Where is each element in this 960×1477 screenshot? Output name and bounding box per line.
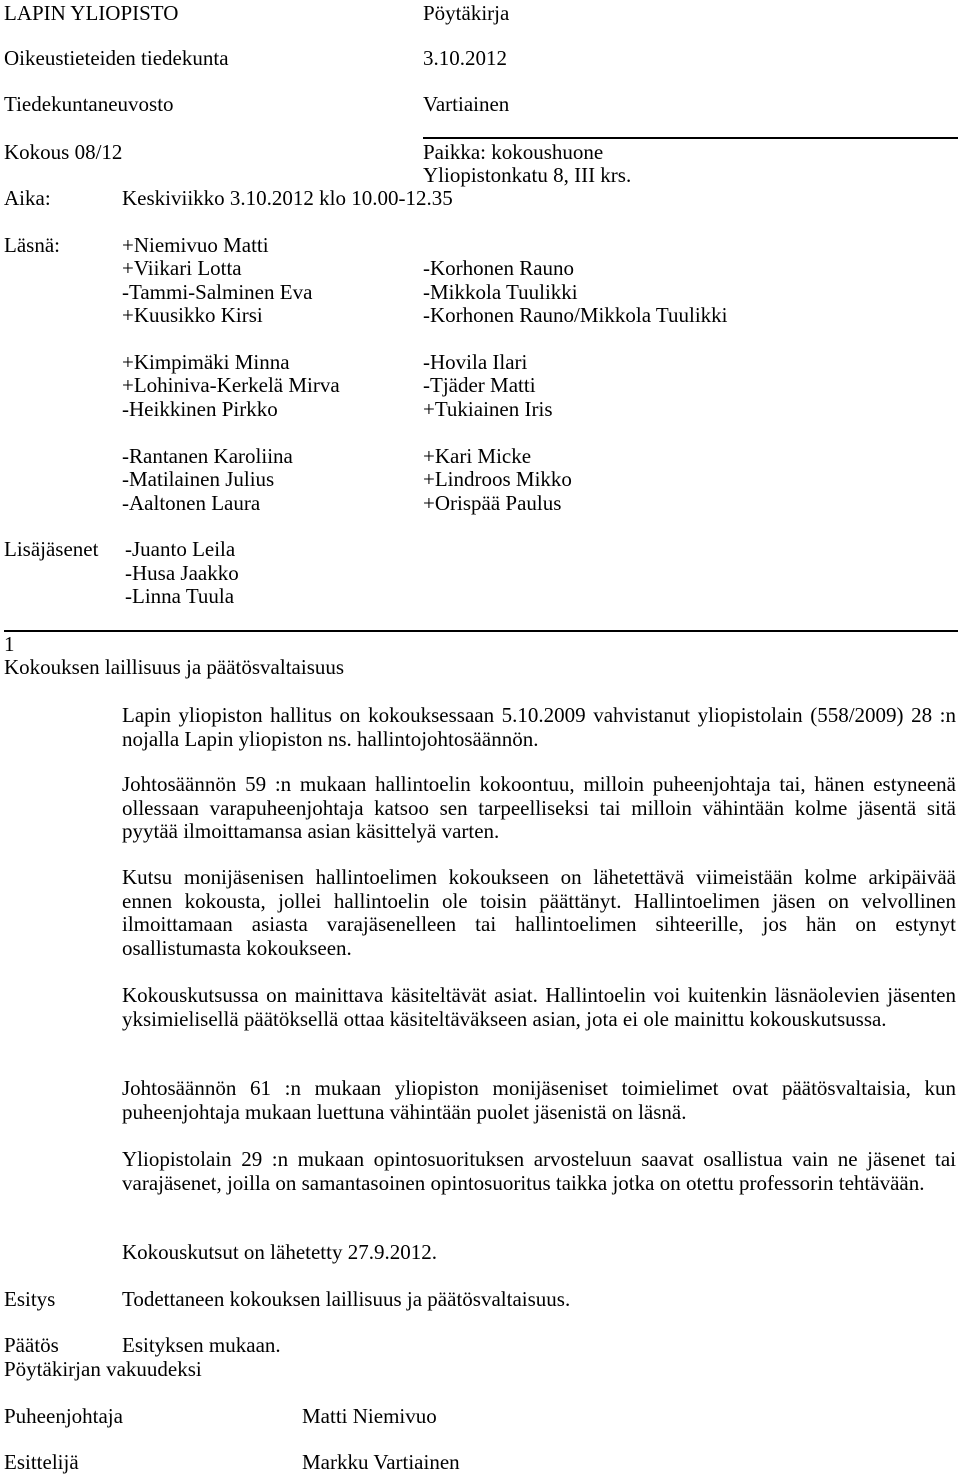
meeting-place-line1: Paikka: kokoushuone (423, 140, 604, 164)
secretary-name: Vartiainen (423, 92, 510, 116)
faculty-name: Oikeustieteiden tiedekunta (4, 46, 229, 70)
attendee: -Korhonen Rauno/Mikkola Tuulikki (423, 303, 728, 327)
extra-member: -Juanto Leila (125, 537, 236, 561)
attendee: -Aaltonen Laura (122, 491, 261, 515)
document-type: Pöytäkirja (423, 1, 510, 25)
attendee: +Niemivuo Matti (122, 233, 269, 257)
document-date: 3.10.2012 (423, 46, 507, 70)
body-paragraph: Lapin yliopiston hallitus on kokouksessaan 5.10.2009 vahvistanut yliopistolain (558/2009) 28 :n nojalla Lapin yliopiston ns. hallintojohtosäännön. (122, 703, 956, 751)
attendee: +Kimpimäki Minna (122, 350, 290, 374)
attendance-label: Läsnä: (4, 233, 60, 257)
body-paragraph: Johtosäännön 61 :n mukaan yliopiston monijäseniset toimielimet ovat päätösvaltaisia, kun puheenjohtaja mukaan luettuna vähintään puolet jäsenistä on läsnä. (122, 1076, 956, 1124)
proposal-text: Todettaneen kokouksen laillisuus ja päätösvaltaisuus. (122, 1287, 571, 1311)
chair-name: Matti Niemivuo (302, 1404, 437, 1428)
body-paragraph: Kokouskutsussa on mainittava käsiteltävät asiat. Hallintoelin voi kuitenkin läsnäolevien jäsenten yksimielisellä päätöksellä ottaa käsiteltäväkseen asian, jota ei ole mainittu kokouskutsussa. (122, 983, 956, 1031)
verification-text: Pöytäkirjan vakuudeksi (4, 1357, 202, 1381)
attendee: -Tammi-Salminen Eva (122, 280, 313, 304)
attendee: +Lohiniva-Kerkelä Mirva (122, 373, 340, 397)
attendee: -Korhonen Rauno (423, 256, 575, 280)
attendee: -Tjäder Matti (423, 373, 536, 397)
meeting-time-value: Keskiviikko 3.10.2012 klo 10.00-12.35 (122, 186, 453, 210)
attendee: +Viikari Lotta (122, 256, 242, 280)
attendee: +Tukiainen Iris (423, 397, 553, 421)
attendee: +Orispää Paulus (423, 491, 562, 515)
council-name: Tiedekuntaneuvosto (4, 92, 174, 116)
body-paragraph: Kutsu monijäsenisen hallintoelimen kokoukseen on lähetettävä viimeistään kolme arkipäivää ennen kokousta, jollei hallintoelin ole toisin päättänyt. Hallintoelimen jäsen on velvollinen ilmoittamaan asiasta varajäsenelleen tai hallintoelimen sihteerille, jos hän on estynyt osallistumasta kokoukseen. (122, 865, 956, 960)
body-paragraph: Johtosäännön 59 :n mukaan hallintoelin kokoontuu, milloin puheenjohtaja tai, hänen estyneenä ollessaan varapuheenjohtaja katsoo sen tarpeelliseksi tai milloin vähintään kolme jäsentä sitä pyytää ilmoittamansa asian käsittelyä varten. (122, 772, 956, 843)
chair-label: Puheenjohtaja (4, 1404, 123, 1428)
attendee: +Kuusikko Kirsi (122, 303, 263, 327)
item-number: 1 (4, 632, 15, 656)
meeting-number: Kokous 08/12 (4, 140, 123, 164)
extra-member: -Linna Tuula (125, 584, 235, 608)
item-title: Kokouksen laillisuus ja päätösvaltaisuus (4, 655, 345, 679)
decision-label: Päätös (4, 1333, 59, 1357)
attendee: -Rantanen Karoliina (122, 444, 293, 468)
body-paragraph: Yliopistolain 29 :n mukaan opintosuorituksen arvosteluun saavat osallistua vain ne jäsenet tai varajäsenet, joilla on samantasoinen opintosuoritus taikka jotka on otettu professorin tehtävään. (122, 1147, 956, 1195)
meeting-place-line2: Yliopistonkatu 8, III krs. (423, 163, 632, 187)
section-rule (4, 630, 958, 632)
header-rule (423, 137, 958, 139)
meeting-time-label: Aika: (4, 186, 51, 210)
presenter-name: Markku Vartiainen (302, 1450, 460, 1474)
decision-text: Esityksen mukaan. (122, 1333, 281, 1357)
attendee: -Heikkinen Pirkko (122, 397, 278, 421)
university-name: LAPIN YLIOPISTO (4, 1, 179, 25)
extra-member: -Husa Jaakko (125, 561, 239, 585)
attendee: +Kari Micke (423, 444, 532, 468)
proposal-label: Esitys (4, 1287, 56, 1311)
attendee: +Lindroos Mikko (423, 467, 572, 491)
body-paragraph: Kokouskutsut on lähetetty 27.9.2012. (122, 1240, 437, 1264)
attendee: -Mikkola Tuulikki (423, 280, 578, 304)
extra-members-label: Lisäjäsenet (4, 537, 99, 561)
attendee: -Matilainen Julius (122, 467, 275, 491)
attendee: -Hovila Ilari (423, 350, 528, 374)
presenter-label: Esittelijä (4, 1450, 79, 1474)
